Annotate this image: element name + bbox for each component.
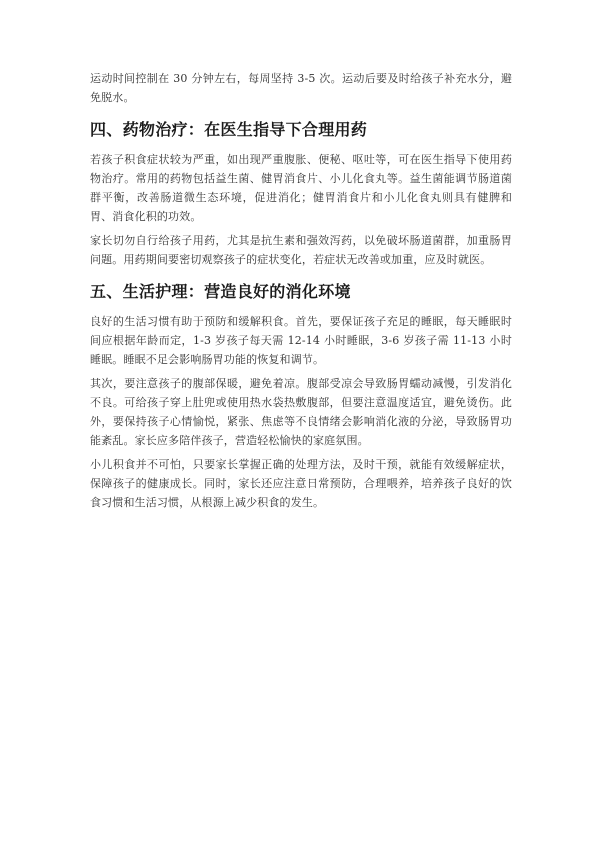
lifestyle-paragraph-1: 良好的生活习惯有助于预防和缓解积食。首先，要保证孩子充足的睡眠，每天睡眠时间应根据年龄而定，1-3 岁孩子每天需 12-14 小时睡眠，3-6 岁孩子需 11-13 小时睡眠。睡眠不足会影响肠胃功能的恢复和调节。: [90, 315, 512, 366]
lifestyle-paragraph-2: 其次，要注意孩子的腹部保暖，避免着凉。腹部受凉会导致肠胃蠕动减慢，引发消化不良。可给孩子穿上肚兜或使用热水袋热敷腹部，但要注意温度适宜，避免烫伤。此外，要保持孩子心情愉悦，紧张、焦虑等不良情绪会影响消化液的分泌，导致肠胃功能紊乱。家长应多陪伴孩子，营造轻松愉快的家庭氛围。: [90, 377, 512, 447]
lifestyle-paragraph-3: 小儿积食并不可怕，只要家长掌握正确的处理方法，及时干预，就能有效缓解症状，保障孩子的健康成长。同时，家长还应注意日常预防，合理喂养，培养孩子良好的饮食习惯和生活习惯，从根源上减少积食的发生。: [90, 458, 512, 509]
section-heading-medication: 四、药物治疗：在医生指导下合理用药: [90, 120, 368, 139]
section-lifestyle-care: [90, 281, 512, 512]
medication-paragraph-1: 若孩子积食症状较为严重，如出现严重腹胀、便秘、呕吐等，可在医生指导下使用药物治疗。常用的药物包括益生菌、健胃消食片、小儿化食丸等。益生菌能调节肠道菌群平衡，改善肠道微生态环境，促进消化；健胃消食片和小儿化食丸则具有健脾和胃、消食化积的功效。: [90, 153, 512, 223]
medication-paragraph-2: 家长切勿自行给孩子用药，尤其是抗生素和强效泻药，以免破坏肠道菌群，加重肠胃问题。用药期间要密切观察孩子的症状变化，若症状无改善或加重，应及时就医。: [90, 234, 512, 266]
intro-paragraph: 运动时间控制在 30 分钟左右，每周坚持 3-5 次。运动后要及时给孩子补充水分，避免脱水。: [90, 72, 512, 104]
section-heading-lifestyle-care: 五、生活护理：营造良好的消化环境: [90, 282, 351, 301]
document-body: [90, 69, 512, 517]
section-medication: [90, 119, 512, 269]
